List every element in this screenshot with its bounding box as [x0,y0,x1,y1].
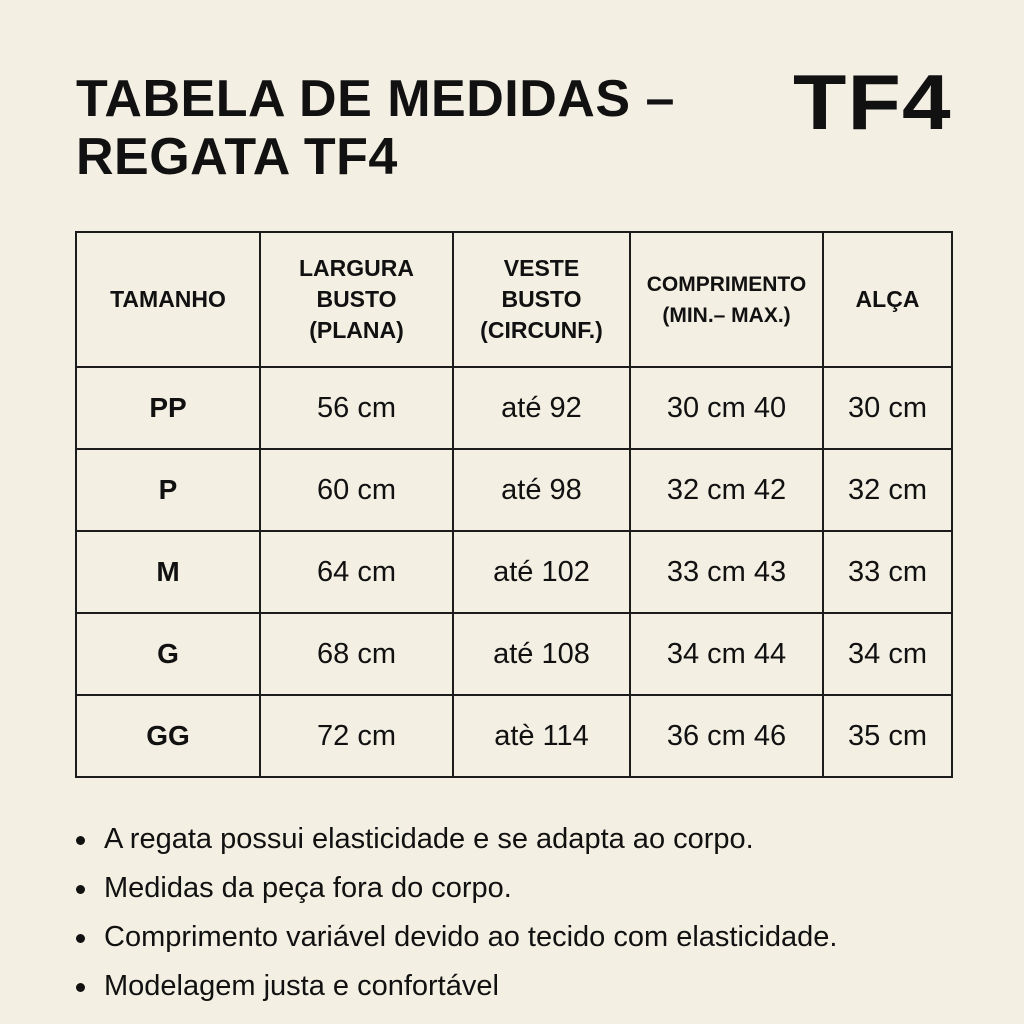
header-veste-busto: VESTE BUSTO (CIRCUNF.) [453,232,630,367]
table-row [76,531,952,613]
header-largura-busto: LARGURA BUSTO (PLANA) [260,232,453,367]
table-row [76,695,952,777]
list-item [76,913,996,962]
comprimento-cell: 33 cm 43 [630,531,823,613]
size-chart-table [75,231,953,778]
veste-cell: até 98 [453,449,630,531]
size-cell: G [76,613,260,695]
note-text: A regata possui elasticidade e se adapta ao corpo. [104,823,754,855]
veste-cell: até 108 [453,613,630,695]
alca-cell: 34 cm [823,613,952,695]
largura-cell: 64 cm [260,531,453,613]
comprimento-cell: 36 cm 46 [630,695,823,777]
size-cell: P [76,449,260,531]
note-text: Medidas da peça fora do corpo. [104,872,512,904]
table-row [76,367,952,449]
bullet-icon [76,885,85,894]
largura-cell: 60 cm [260,449,453,531]
brand-logo: TF4 [793,58,952,146]
page-title [76,70,736,186]
list-item [76,962,996,1011]
header-comprimento: COMPRIMENTO (MIN.– MAX.) [630,232,823,367]
largura-cell: 68 cm [260,613,453,695]
notes-list [76,815,996,1011]
size-cell: GG [76,695,260,777]
alca-cell: 33 cm [823,531,952,613]
comprimento-cell: 30 cm 40 [630,367,823,449]
bullet-icon [76,836,85,845]
list-item [76,864,996,913]
list-item [76,815,996,864]
veste-cell: atè 114 [453,695,630,777]
alca-cell: 30 cm [823,367,952,449]
table-row [76,613,952,695]
note-text: Modelagem justa e confortável [104,970,499,1002]
bullet-icon [76,934,85,943]
size-cell: M [76,531,260,613]
note-text: Comprimento variável devido ao tecido com elasticidade. [104,921,838,953]
veste-cell: até 102 [453,531,630,613]
comprimento-cell: 34 cm 44 [630,613,823,695]
alca-cell: 35 cm [823,695,952,777]
header-alca: ALÇA [823,232,952,367]
bullet-icon [76,983,85,992]
table-row [76,449,952,531]
alca-cell: 32 cm [823,449,952,531]
title-line-2: REGATA TF4 [76,128,398,186]
comprimento-cell: 32 cm 42 [630,449,823,531]
title-line-1: TABELA DE MEDIDAS – [76,70,675,128]
table-header-row [76,232,952,367]
size-cell: PP [76,367,260,449]
veste-cell: até 92 [453,367,630,449]
header-tamanho: TAMANHO [76,232,260,367]
largura-cell: 56 cm [260,367,453,449]
largura-cell: 72 cm [260,695,453,777]
